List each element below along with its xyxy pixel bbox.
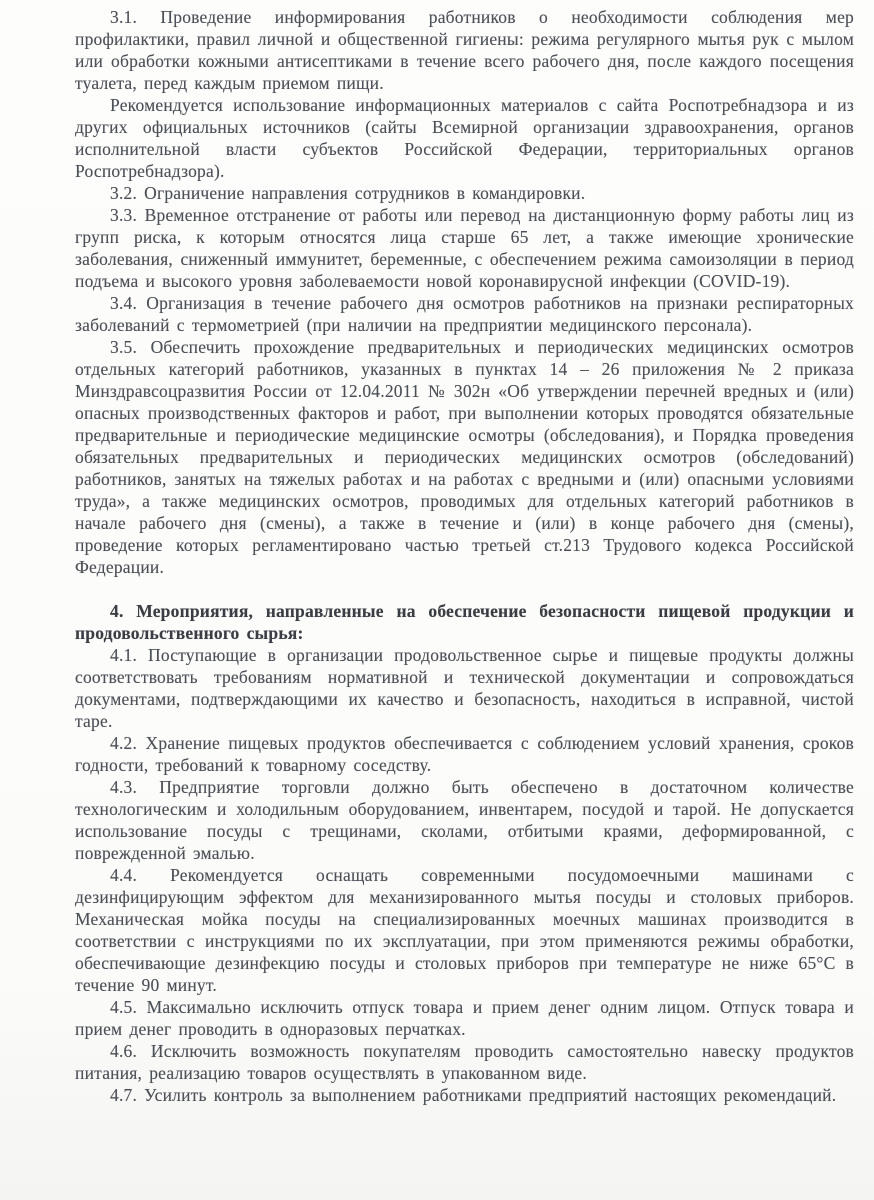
- paragraph-3-3: 3.3. Временное отстранение от работы или перевод на дистанционную форму работы лиц из групп риска, к которым относятся лица старше 65 лет, а также имеющие хронические заболевания, сниженный иммунитет, беременные, с обеспечением режима самоизоляции в период подъема и высокого уровня заболеваемости новой коронавирусной инфекции (COVID-19).: [75, 205, 854, 291]
- paragraph-3-1-note: Рекомендуется использование информационных материалов с сайта Роспотребнадзора и из других официальных источников (сайты Всемирной организации здравоохранения, органов исполнительной власти субъектов Российской Федерации, территориальных органов Роспотребнадзора).: [75, 95, 854, 181]
- paragraph-4-5: 4.5. Максимально исключить отпуск товара и прием денег одним лицом. Отпуск товара и прием денег проводить в одноразовых перчатках.: [75, 997, 854, 1039]
- paragraph-3-5: 3.5. Обеспечить прохождение предварительных и периодических медицинских осмотров отдельных категорий работников, указанных в пунктах 14 – 26 приложения № 2 приказа Минздравсоцразвития России от 12.04.2011 № 302н «Об утверждении перечней вредных и (или) опасных производственных факторов и работ, при выполнении которых проводятся обязательные предварительные и периодические медицинские осмотры (обследования), и Порядка проведения обязательных предварительных и периодических медицинских осмотров (обследований) работников, занятых на тяжелых работах и на работах с вредными и (или) опасными условиями труда», а также медицинских осмотров, проводимых для отдельных категорий работников в начале рабочего дня (смены), а также в течение и (или) в конце рабочего дня (смены), проведение которых регламентировано частью третьей ст.213 Трудового кодекса Российской Федерации.: [75, 337, 854, 577]
- section-4-heading: 4. Мероприятия, направленные на обеспечение безопасности пищевой продукции и продовольственного сырья:: [75, 601, 854, 643]
- paragraph-3-2: 3.2. Ограничение направления сотрудников в командировки.: [110, 183, 586, 203]
- paragraph-3-1: 3.1. Проведение информирования работников о необходимости соблюдения мер профилактики, правил личной и общественной гигиены: режима регулярного мытья рук с мылом или обработки кожными антисептиками в течение всего рабочего дня, после каждого посещения туалета, перед каждым приемом пищи.: [75, 7, 854, 93]
- paragraph-4-4: 4.4. Рекомендуется оснащать современными посудомоечными машинами с дезинфицирующим эффектом для механизированного мытья посуды и столовых приборов. Механическая мойка посуды на специализированных моечных машинах производится в соответствии с инструкциями по их эксплуатации, при этом применяются режимы обработки, обеспечивающие дезинфекцию посуды и столовых приборов при температуре не ниже 65°С в течение 90 минут.: [75, 865, 854, 995]
- paragraph-3-4: 3.4. Организация в течение рабочего дня осмотров работников на признаки респираторных заболеваний с термометрией (при наличии на предприятии медицинского персонала).: [75, 293, 854, 335]
- paragraph-4-2: 4.2. Хранение пищевых продуктов обеспечивается с соблюдением условий хранения, сроков годности, требований к товарному соседству.: [75, 733, 854, 775]
- paragraph-4-3: 4.3. Предприятие торговли должно быть обеспечено в достаточном количестве технологическим и холодильным оборудованием, инвентарем, посудой и тарой. Не допускается использование посуды с трещинами, сколами, отбитыми краями, деформированной, с поврежденной эмалью.: [75, 777, 854, 863]
- paragraph-4-1: 4.1. Поступающие в организации продовольственное сырье и пищевые продукты должны соответствовать требованиям нормативной и технической документации и сопровождаться документами, подтверждающими их качество и безопасность, находиться в исправной, чистой таре.: [75, 645, 854, 731]
- paragraph-4-6: 4.6. Исключить возможность покупателям проводить самостоятельно навеску продуктов питания, реализацию товаров осуществлять в упакованном виде.: [75, 1041, 854, 1083]
- paragraph-4-7: 4.7. Усилить контроль за выполнением работниками предприятий настоящих рекомендаций.: [110, 1085, 837, 1105]
